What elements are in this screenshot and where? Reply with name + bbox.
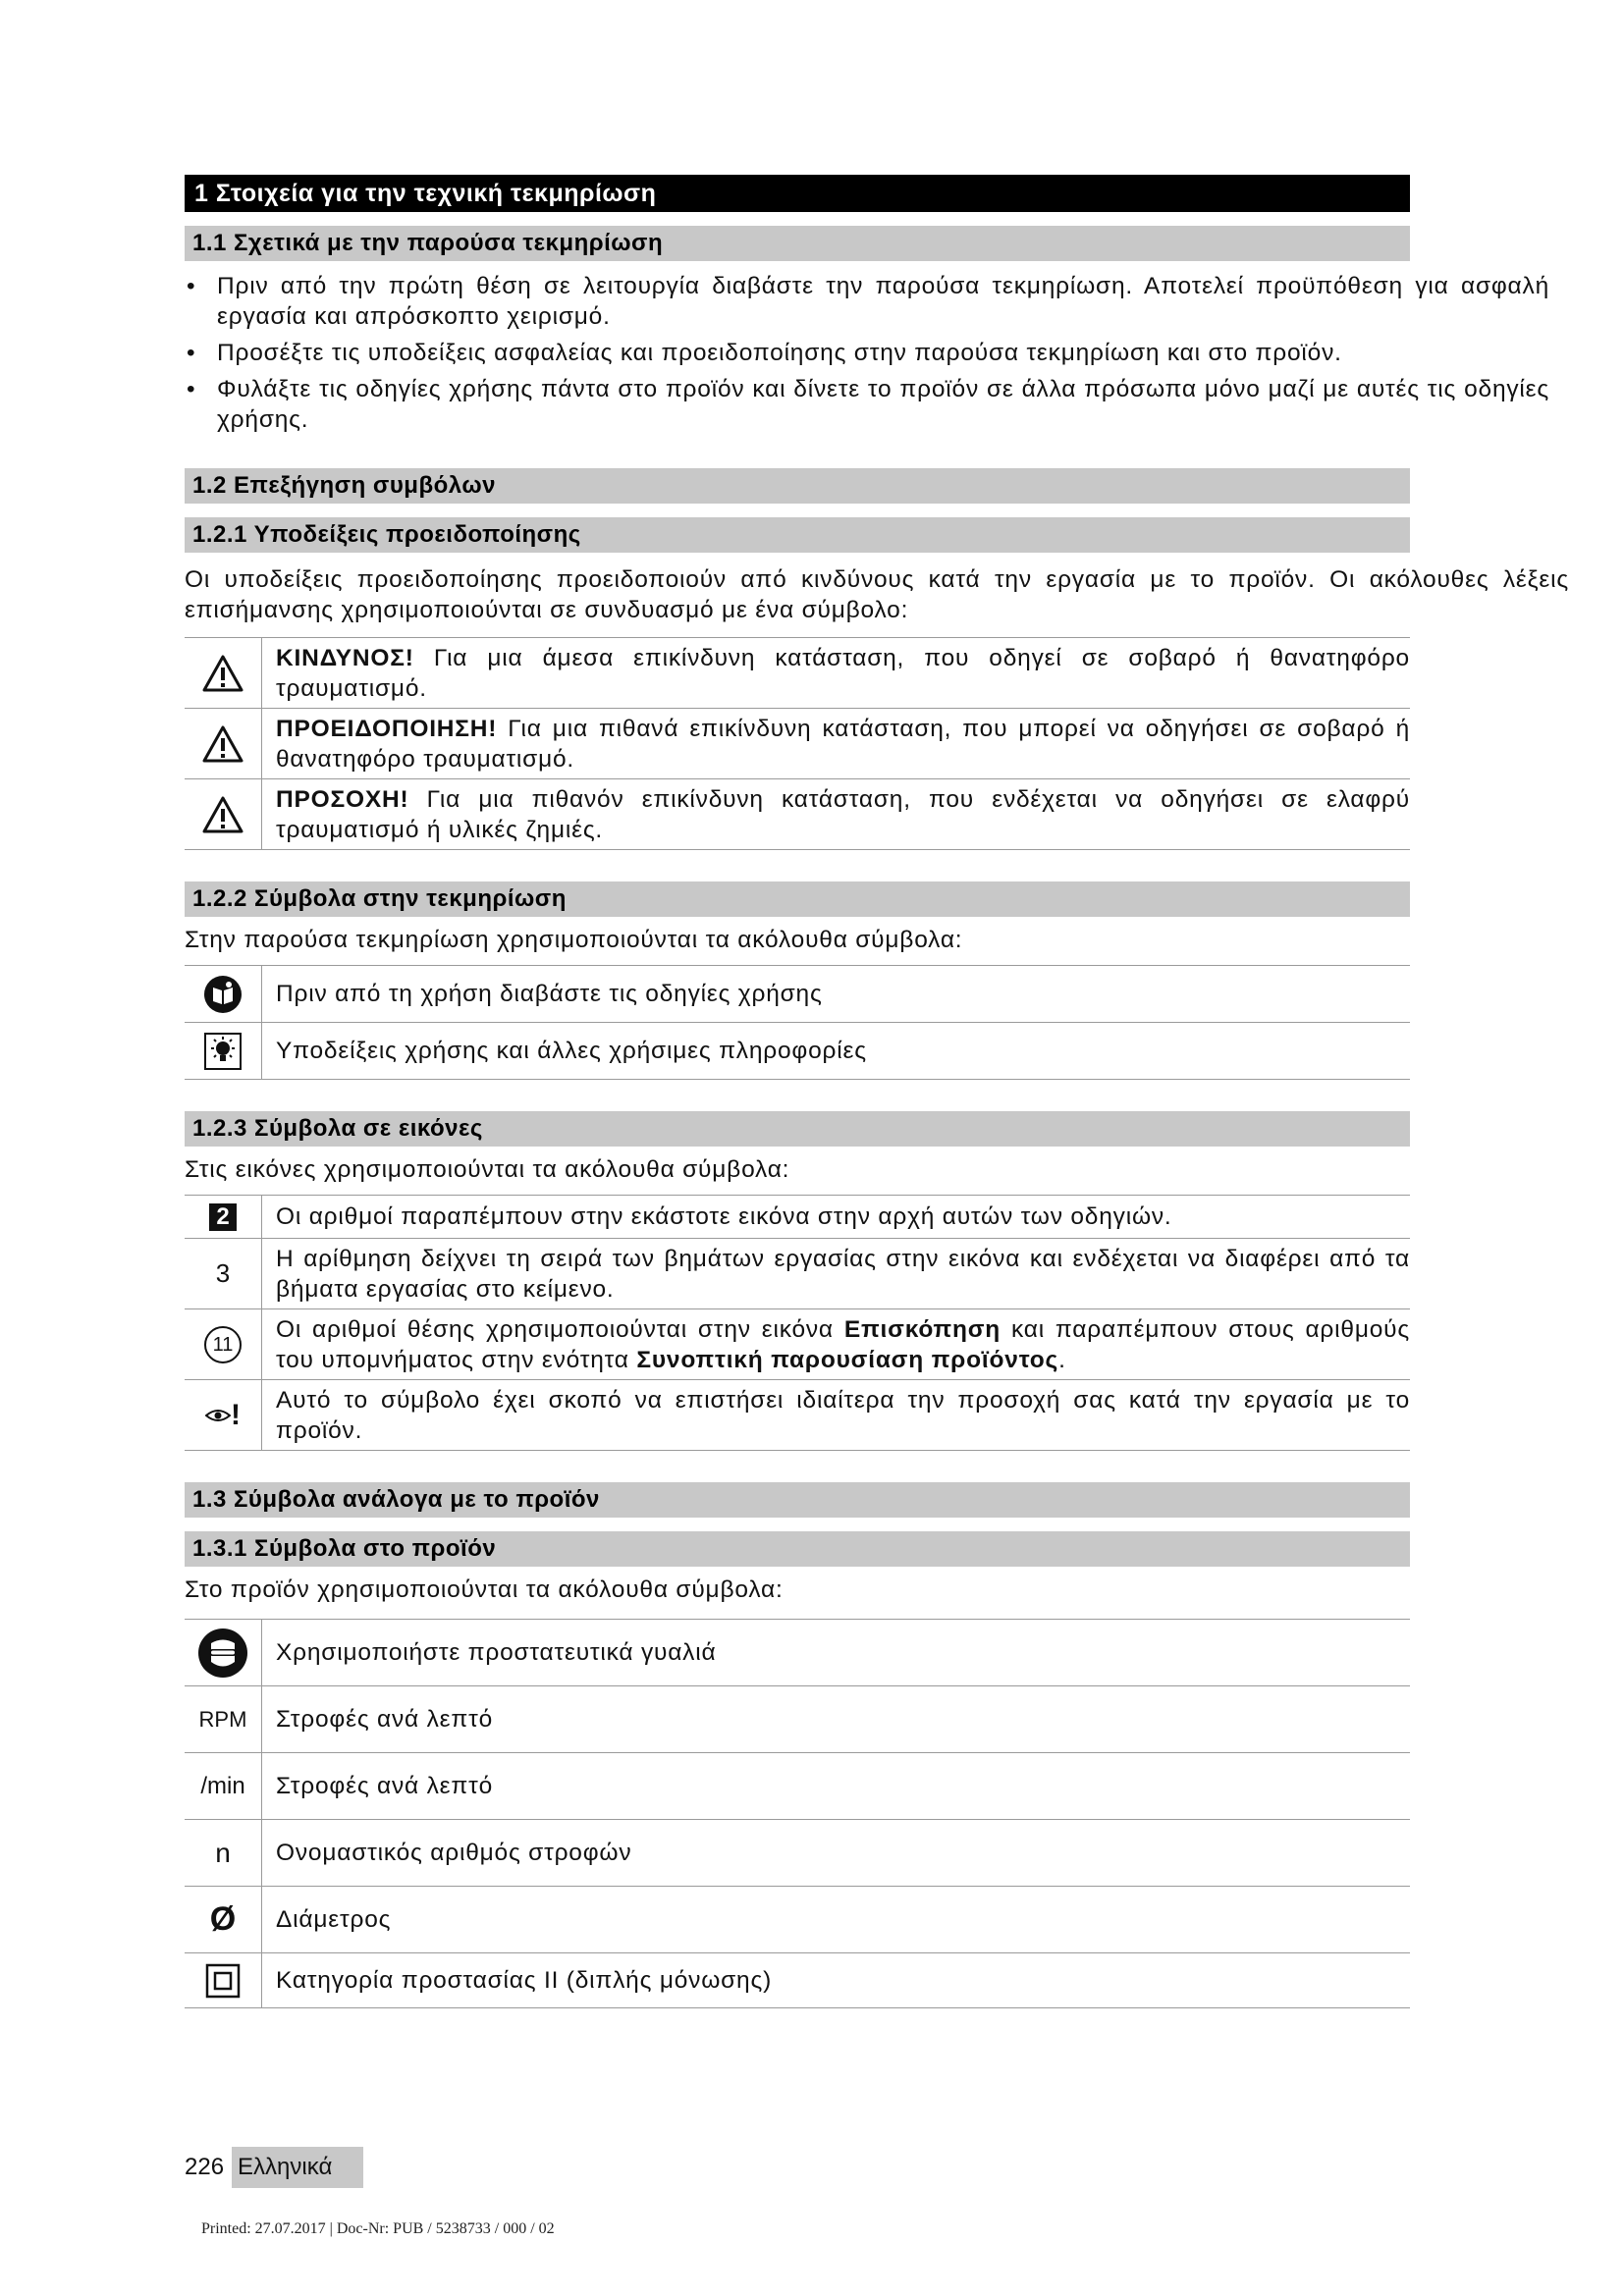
diameter-icon: Ø [209,1900,237,1938]
table-row [185,1753,1410,1820]
read-manual-icon [202,974,244,1015]
section-1-1-bullet-list [185,271,1549,435]
figure-symbol-text: Η αρίθμηση δείχνει τη σειρά των βημάτων εργασίας στην εικόνα και ενδέχεται να διαφέρει από τα βήματα εργασίας στο κείμενο. [262,1239,1411,1309]
figure-symbol-text: και παραπέμπουν στους αριθμούς του υπομνήματος στην ενότητα [276,1315,1410,1373]
warning-triangle-icon [201,654,244,693]
product-symbol-text: Στροφές ανά λεπτό [262,1686,1411,1753]
table-row [185,1620,1410,1686]
section-1-heading: 1 Στοιχεία για την τεχνική τεκμηρίωση [185,175,1410,212]
section-1-3-1-intro: Στο προϊόν χρησιμοποιούνται τα ακόλουθα σύμβολα: [185,1576,784,1603]
step-number-icon: 3 [215,1258,231,1288]
per-minute-icon: /min [200,1772,245,1799]
section-1-2-3-heading: 1.2.3 Σύμβολα σε εικόνες [185,1111,1410,1147]
eye-attention-icon [205,1408,231,1423]
bullet-item: • Προσέξτε τις υποδείξεις ασφαλείας και προειδοποίησης στην παρούσα τεκμηρίωση και στο προϊόν. [185,338,1549,368]
warning-keyword: ΠΡΟΕΙΔΟΠΟΙΗΣΗ! [276,715,498,742]
warning-text: Για μια πιθανόν επικίνδυνη κατάσταση, που ενδέχεται να οδηγήσει σε ελαφρύ τραυματισμό ή υλικές ζημιές. [276,785,1410,843]
table-row [185,1380,1410,1451]
product-symbol-text: Διάμετρος [262,1887,1411,1953]
page-number: 226 [185,2154,225,2180]
section-1-2-3-intro: Στις εικόνες χρησιμοποιούνται τα ακόλουθα σύμβολα: [185,1156,790,1183]
rpm-icon: RPM [198,1706,247,1732]
overview-reference: Επισκόπηση [843,1315,1001,1343]
table-row [185,1239,1410,1309]
table-row [185,779,1410,850]
protection-class-2-icon [205,1963,241,1999]
figure-number-icon: 2 [209,1203,237,1231]
rated-speed-icon: n [215,1837,231,1868]
section-1-1-heading: 1.1 Σχετικά με την παρούσα τεκμηρίωση [185,226,1410,261]
table-row [185,1023,1410,1080]
warning-text: Για μια πιθανά επικίνδυνη κατάσταση, που μπορεί να οδηγήσει σε σοβαρό ή θανατηφόρο τραυματισμό. [276,715,1410,773]
section-1-3-1-heading: 1.3.1 Σύμβολα στο προϊόν [185,1531,1410,1567]
figure-symbol-text: Οι αριθμοί παραπέμπουν στην εκάστοτε εικόνα στην αρχή αυτών των οδηγιών. [262,1196,1411,1239]
section-1-2-heading: 1.2 Επεξήγηση συμβόλων [185,468,1410,504]
doc-symbol-text: Πριν από τη χρήση διαβάστε τις οδηγίες χρήσης [262,966,1411,1023]
doc-symbol-text: Υποδείξεις χρήσης και άλλες χρήσιμες πληροφορίες [262,1023,1411,1080]
table-row [185,709,1410,779]
position-number-icon: 11 [204,1326,242,1363]
product-overview-reference: Συνοπτική παρουσίαση προϊόντος [636,1346,1059,1373]
table-row [185,966,1410,1023]
product-symbol-text: Ονομαστικός αριθμός στροφών [262,1820,1411,1887]
bullet-item: • Πριν από την πρώτη θέση σε λειτουργία διαβάστε την παρούσα τεκμηρίωση. Αποτελεί προϋπόθεση για ασφαλή εργασία και απρόσκοπτο χειρισμό. [185,271,1549,332]
warning-triangle-icon [201,795,244,834]
section-1-2-1-heading: 1.2.1 Υποδείξεις προειδοποίησης [185,517,1410,553]
lightbulb-info-icon [203,1032,243,1071]
section-1-2-1-intro: Οι υποδείξεις προειδοποίησης προειδοποιούν από κινδύνους κατά την εργασία με το προϊόν. Οι ακόλουθες λέξεις επισήμανσης χρησιμοποιούνται σε συνδυασμό με ένα σύμβολο: [185,566,1569,623]
table-row [185,1196,1410,1239]
document-page [185,175,1569,2008]
table-row [185,1953,1410,2008]
doc-symbols-table [185,965,1410,1080]
attention-glyph: ! [231,1398,241,1431]
table-row [185,638,1410,709]
warning-keyword: ΚΙΝΔΥΝΟΣ! [276,644,414,671]
safety-goggles-icon [197,1628,248,1679]
section-1-3-heading: 1.3 Σύμβολα ανάλογα με το προϊόν [185,1482,1410,1518]
section-1-2-2-heading: 1.2.2 Σύμβολα στην τεκμηρίωση [185,881,1410,917]
table-row [185,1309,1410,1380]
figure-symbol-text: . [1058,1346,1066,1373]
product-symbol-text: Κατηγορία προστασίας II (διπλής μόνωσης) [262,1953,1411,2008]
page-footer [185,2147,363,2188]
print-info: Printed: 27.07.2017 | Doc-Nr: PUB / 5238733 / 000 / 02 [201,2220,555,2237]
figure-symbols-table [185,1195,1410,1451]
product-symbols-table [185,1619,1410,2008]
warning-triangle-icon [201,724,244,764]
table-row [185,1887,1410,1953]
figure-symbol-text: Οι αριθμοί θέσης χρησιμοποιούνται στην εικόνα [276,1315,844,1343]
warning-text: Για μια άμεσα επικίνδυνη κατάσταση, που οδηγεί σε σοβαρό ή θανατηφόρο τραυματισμό. [276,644,1410,702]
figure-symbol-text: Αυτό το σύμβολο έχει σκοπό να επιστήσει ιδιαίτερα την προσοχή σας κατά την εργασία με το προϊόν. [262,1380,1411,1451]
section-1-2-2-intro: Στην παρούσα τεκμηρίωση χρησιμοποιούνται τα ακόλουθα σύμβολα: [185,927,963,953]
bullet-item: • Φυλάξτε τις οδηγίες χρήσης πάντα στο προϊόν και δίνετε το προϊόν σε άλλα πρόσωπα μόνο μαζί με αυτές τις οδηγίες χρήσης. [185,374,1549,435]
table-row [185,1820,1410,1887]
warning-keyword: ΠΡΟΣΟΧΗ! [276,785,409,813]
product-symbol-text: Χρησιμοποιήστε προστατευτικά γυαλιά [262,1620,1411,1686]
language-label: Ελληνικά [232,2147,363,2188]
product-symbol-text: Στροφές ανά λεπτό [262,1753,1411,1820]
table-row [185,1686,1410,1753]
warnings-table [185,637,1410,850]
